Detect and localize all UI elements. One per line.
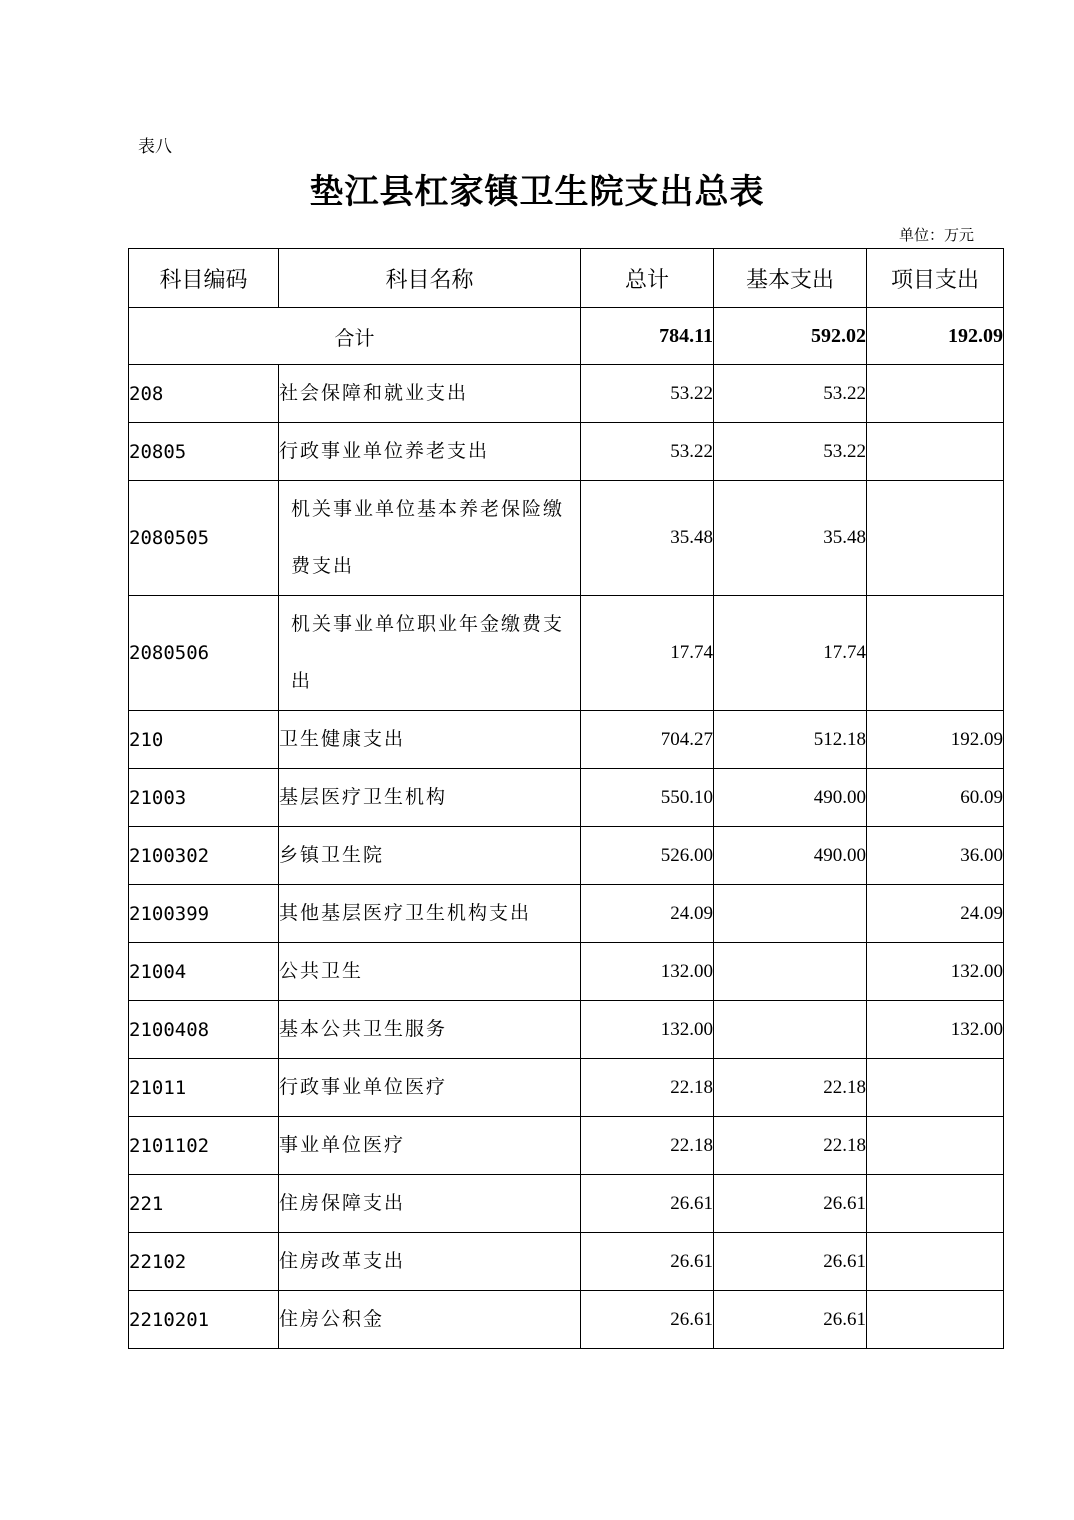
row-name: 机关事业单位职业年金缴费支出 (279, 596, 581, 711)
row-name: 基本公共卫生服务 (279, 1001, 581, 1059)
row-total: 53.22 (581, 423, 714, 481)
row-name: 事业单位医疗 (279, 1117, 581, 1175)
table-row (129, 827, 1004, 885)
total-row (129, 308, 1004, 365)
table-row (129, 423, 1004, 481)
row-basic: 26.61 (714, 1291, 867, 1349)
table-row (129, 1233, 1004, 1291)
row-basic: 512.18 (714, 711, 867, 769)
row-total: 24.09 (581, 885, 714, 943)
header-total: 总计 (581, 249, 714, 308)
row-project (867, 365, 1004, 423)
table-row (129, 1059, 1004, 1117)
row-name: 机关事业单位基本养老保险缴费支出 (279, 481, 581, 596)
row-name: 行政事业单位医疗 (279, 1059, 581, 1117)
table-row (129, 596, 1004, 711)
row-total: 35.48 (581, 481, 714, 596)
row-total: 22.18 (581, 1117, 714, 1175)
row-code: 210 (129, 711, 279, 769)
row-project (867, 1059, 1004, 1117)
row-basic (714, 885, 867, 943)
row-name: 住房改革支出 (279, 1233, 581, 1291)
row-total: 550.10 (581, 769, 714, 827)
row-project (867, 1233, 1004, 1291)
table-row (129, 769, 1004, 827)
row-total: 526.00 (581, 827, 714, 885)
row-project (867, 1175, 1004, 1233)
table-row (129, 885, 1004, 943)
row-basic: 35.48 (714, 481, 867, 596)
row-name: 其他基层医疗卫生机构支出 (279, 885, 581, 943)
row-total: 26.61 (581, 1233, 714, 1291)
row-project: 132.00 (867, 1001, 1004, 1059)
row-code: 20805 (129, 423, 279, 481)
table-row (129, 365, 1004, 423)
row-name: 乡镇卫生院 (279, 827, 581, 885)
row-project: 192.09 (867, 711, 1004, 769)
row-code: 2100302 (129, 827, 279, 885)
row-project (867, 1117, 1004, 1175)
row-project: 36.00 (867, 827, 1004, 885)
unit-label: 单位：万元 (898, 226, 974, 244)
row-basic: 26.61 (714, 1233, 867, 1291)
header-name: 科目名称 (279, 249, 581, 308)
row-basic: 17.74 (714, 596, 867, 711)
row-project (867, 481, 1004, 596)
row-name: 住房保障支出 (279, 1175, 581, 1233)
page-label: 表八 (138, 137, 172, 157)
row-project (867, 1291, 1004, 1349)
header-project: 项目支出 (867, 249, 1004, 308)
table-row (129, 1117, 1004, 1175)
header-basic: 基本支出 (714, 249, 867, 308)
row-basic (714, 943, 867, 1001)
row-basic (714, 1001, 867, 1059)
row-project (867, 596, 1004, 711)
row-code: 2100399 (129, 885, 279, 943)
header-row (129, 249, 1004, 308)
header-code: 科目编码 (129, 249, 279, 308)
row-project (867, 423, 1004, 481)
row-name: 社会保障和就业支出 (279, 365, 581, 423)
row-code: 208 (129, 365, 279, 423)
row-project: 60.09 (867, 769, 1004, 827)
total-basic: 592.02 (714, 308, 867, 365)
row-code: 2101102 (129, 1117, 279, 1175)
row-code: 2100408 (129, 1001, 279, 1059)
row-code: 21011 (129, 1059, 279, 1117)
row-basic: 26.61 (714, 1175, 867, 1233)
row-total: 22.18 (581, 1059, 714, 1117)
row-total: 704.27 (581, 711, 714, 769)
row-name: 住房公积金 (279, 1291, 581, 1349)
row-basic: 490.00 (714, 827, 867, 885)
row-code: 2080505 (129, 481, 279, 596)
row-code: 21004 (129, 943, 279, 1001)
row-basic: 22.18 (714, 1059, 867, 1117)
row-total: 132.00 (581, 943, 714, 1001)
total-project: 192.09 (867, 308, 1004, 365)
expenditure-table (128, 248, 1004, 1349)
page-title: 垫江县杠家镇卫生院支出总表 (309, 172, 765, 212)
table-row (129, 1175, 1004, 1233)
row-code: 21003 (129, 769, 279, 827)
row-total: 132.00 (581, 1001, 714, 1059)
row-project: 24.09 (867, 885, 1004, 943)
table-row (129, 943, 1004, 1001)
row-project: 132.00 (867, 943, 1004, 1001)
row-total: 53.22 (581, 365, 714, 423)
row-total: 26.61 (581, 1175, 714, 1233)
row-code: 2210201 (129, 1291, 279, 1349)
row-total: 26.61 (581, 1291, 714, 1349)
row-basic: 53.22 (714, 423, 867, 481)
row-name: 卫生健康支出 (279, 711, 581, 769)
row-basic: 22.18 (714, 1117, 867, 1175)
row-total: 17.74 (581, 596, 714, 711)
table-row (129, 1291, 1004, 1349)
table-row (129, 1001, 1004, 1059)
table-row (129, 711, 1004, 769)
row-name: 公共卫生 (279, 943, 581, 1001)
row-code: 2080506 (129, 596, 279, 711)
total-total: 784.11 (581, 308, 714, 365)
row-name: 基层医疗卫生机构 (279, 769, 581, 827)
row-code: 221 (129, 1175, 279, 1233)
row-name: 行政事业单位养老支出 (279, 423, 581, 481)
row-basic: 490.00 (714, 769, 867, 827)
row-basic: 53.22 (714, 365, 867, 423)
table-row (129, 481, 1004, 596)
total-label: 合计 (129, 308, 581, 365)
row-code: 22102 (129, 1233, 279, 1291)
